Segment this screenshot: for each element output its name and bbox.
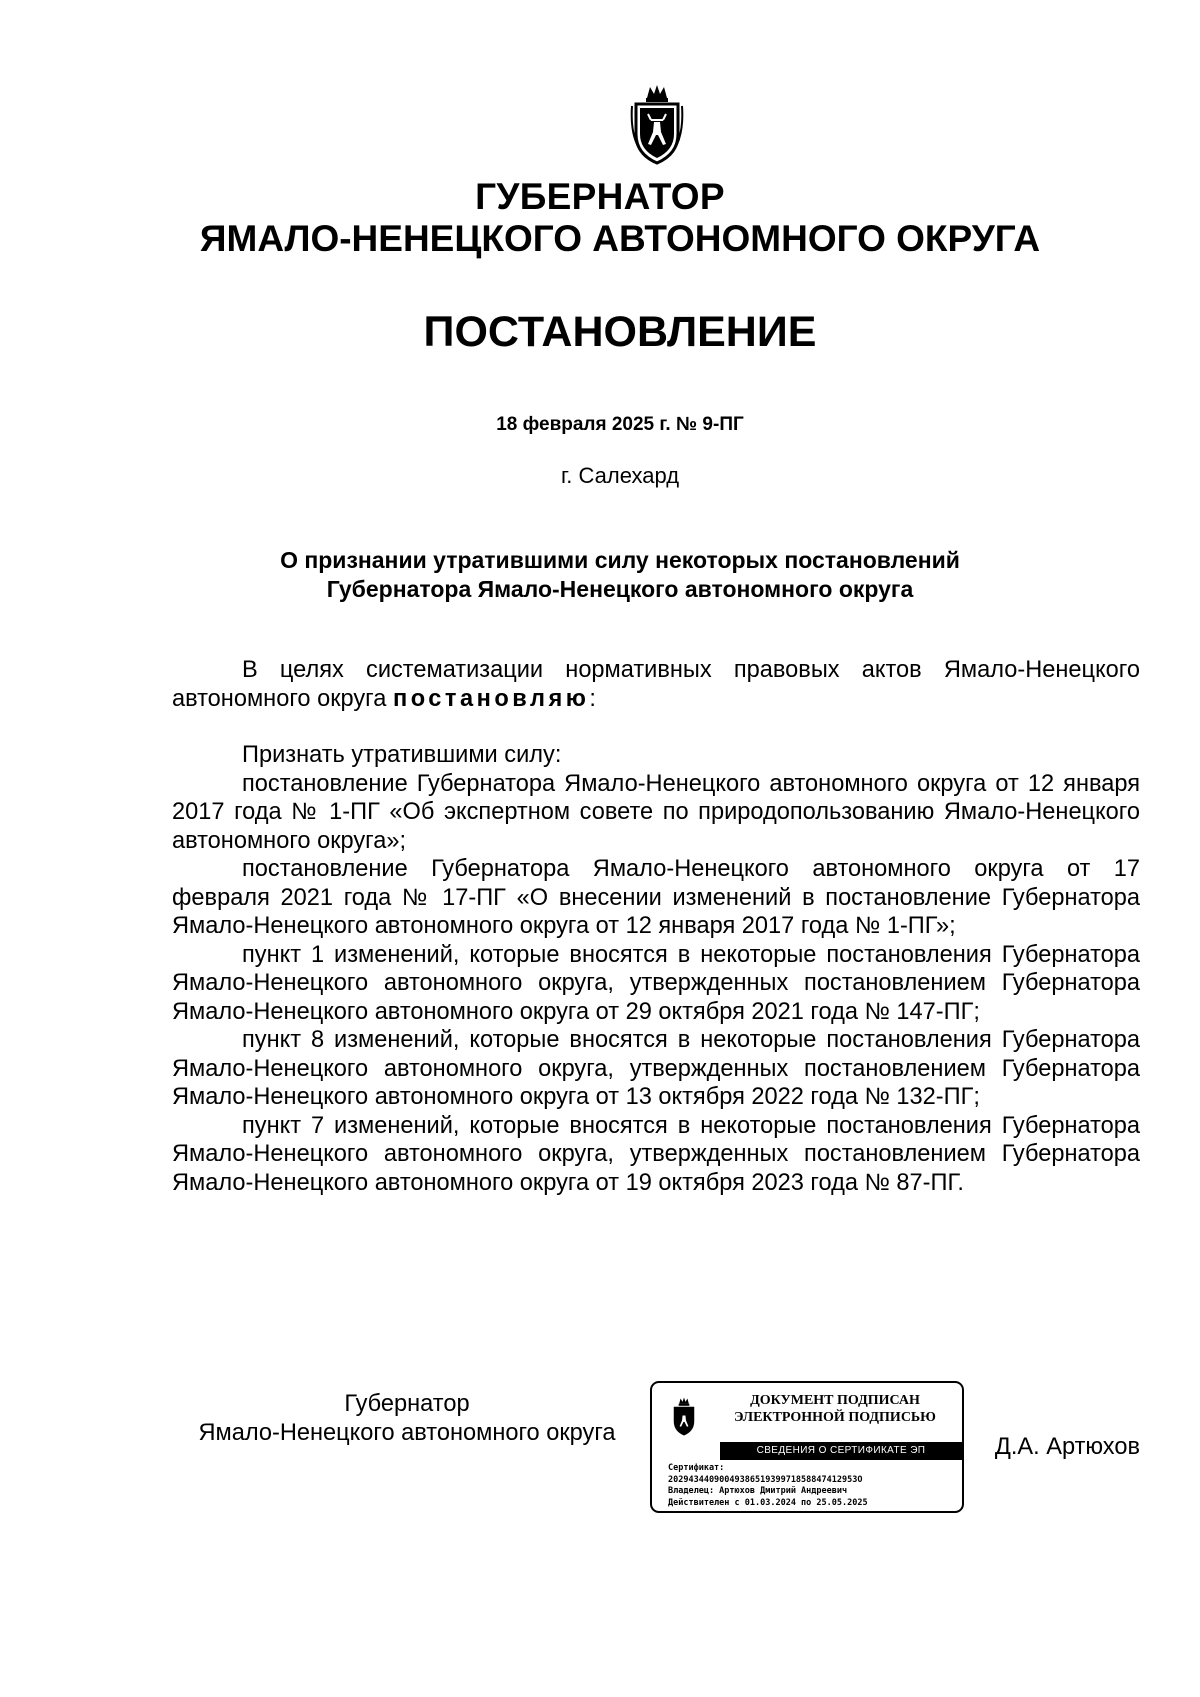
document-body	[172, 656, 1140, 1197]
document-subject	[20, 546, 1200, 604]
certificate-owner: Владелец: Артюхов Дмитрий Андреевич	[668, 1486, 848, 1496]
subject-line-2: Губернатора Ямало-Ненецкого автономного округа	[326, 576, 914, 602]
preamble	[172, 656, 1140, 713]
stamp-emblem-icon	[670, 1397, 698, 1437]
document-type: ПОСТАНОВЛЕНИЕ	[423, 308, 817, 356]
date-number: 18 февраля 2025 г. № 9-ПГ	[496, 414, 744, 435]
electronic-signature-stamp	[650, 1381, 964, 1513]
certificate-details	[668, 1463, 958, 1509]
stamp-heading-line-2: ЭЛЕКТРОННОЙ ПОДПИСЬЮ	[734, 1410, 936, 1425]
preamble-text: В целях систематизации нормативных правовых актов Ямало-Ненецкого автономного округа	[172, 657, 1140, 712]
coat-of-arms-icon	[630, 84, 684, 166]
stamp-heading-line-1: ДОКУМЕНТ ПОДПИСАН	[750, 1393, 920, 1408]
decree-word: постановляю	[392, 685, 590, 712]
certificate-info-bar: СВЕДЕНИЯ О СЕРТИФИКАТЕ ЭП	[720, 1442, 962, 1460]
preamble-end: :	[589, 685, 596, 712]
list-item: пункт 1 изменений, которые вносятся в некоторые постановления Губернатора Ямало-Ненецкого автономного округа, утвержденных постановлением Губернатора Ямало-Ненецкого автономного округа от 29 октября 2021 года № 147-ПГ;	[172, 941, 1140, 1025]
certificate-label: Сертификат:	[668, 1463, 725, 1473]
signatory-title-line-2: Ямало-Ненецкого автономного округа	[198, 1419, 616, 1446]
certificate-validity: Действителен с 01.03.2024 по 25.05.2025	[668, 1497, 868, 1508]
signatory-name: Д.А. Артюхов	[994, 1434, 1140, 1460]
region-title: ЯМАЛО-НЕНЕЦКОГО АВТОНОМНОГО ОКРУГА	[199, 218, 1041, 259]
list-item: пункт 8 изменений, которые вносятся в некоторые постановления Губернатора Ямало-Ненецкого автономного округа, утвержденных постановлением Губернатора Ямало-Ненецкого автономного округа от 13 октября 2022 года № 132-ПГ;	[172, 1027, 1140, 1110]
list-item: постановление Губернатора Ямало-Ненецкого автономного округа от 17 февраля 2021 года № 17-ПГ «О внесении изменений в постановление Губернатора Ямало-Ненецкого автономного округа от 12 января 2017 года № 1-ПГ»;	[172, 856, 1140, 939]
list-item: пункт 7 изменений, которые вносятся в некоторые постановления Губернатора Ямало-Ненецкого автономного округа, утвержденных постановлением Губернатора Ямало-Ненецкого автономного округа от 19 октября 2023 года № 87-ПГ.	[172, 1112, 1140, 1196]
stamp-heading	[712, 1392, 958, 1426]
authority-title: ГУБЕРНАТОР	[475, 176, 725, 217]
body-intro: Признать утратившими силу:	[242, 742, 562, 768]
list-item: постановление Губернатора Ямало-Ненецкого автономного округа от 12 января 2017 года № 1-ПГ «Об экспертном совете по природопользованию Ямало-Ненецкого автономного округа»;	[172, 770, 1140, 854]
certificate-value: 2029434409004938651939971858847412953O	[668, 1474, 863, 1485]
city: г. Салехард	[560, 463, 680, 488]
signatory-title	[172, 1390, 642, 1447]
subject-line-1: О признании утратившими силу некоторых постановлений	[280, 547, 960, 573]
signatory-title-line-1: Губернатор	[344, 1391, 470, 1417]
